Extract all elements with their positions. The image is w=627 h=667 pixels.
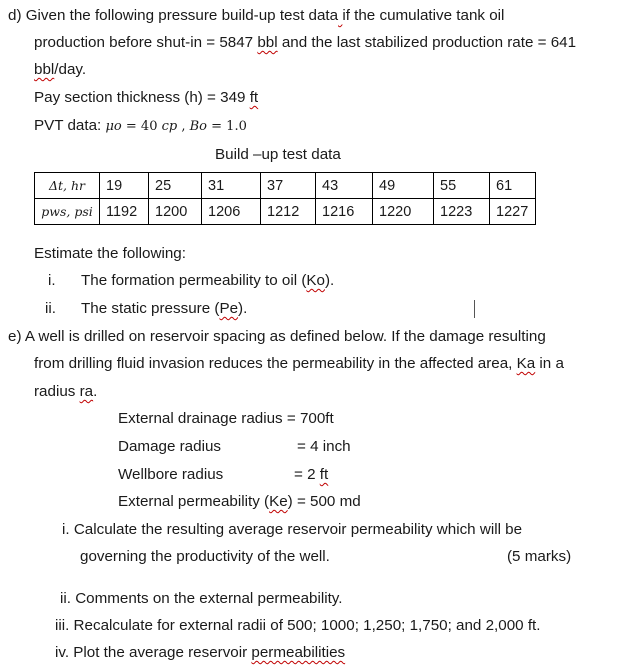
question-iv-text: iv. Plot the average reservoir	[55, 644, 252, 661]
question-iv	[55, 643, 345, 663]
table-cell: 1223	[434, 199, 490, 225]
item-ii	[81, 299, 247, 319]
part-d-line1-end: if the cumulative tank oil	[342, 7, 505, 24]
pay-thickness	[34, 88, 258, 108]
table-cell: 31	[202, 173, 261, 199]
param-wellbore-val: = 2	[294, 466, 320, 483]
item-i-text: The formation permeability to oil (	[81, 272, 307, 289]
pe-word: Pe	[219, 300, 239, 317]
param-damage-value: = 4 inch	[297, 438, 351, 455]
item-i-num: i.	[48, 272, 56, 289]
bbl-word-2: bbl	[34, 61, 55, 78]
row-label-dt: Δt, hr	[35, 173, 100, 199]
part-d-line2-b: and the last stabilized production rate = 641	[277, 34, 577, 51]
part-d-line2	[34, 33, 576, 53]
param-ke-end: ) = 500 md	[287, 493, 361, 510]
part-e-line2-b: in a	[535, 355, 564, 372]
item-ii-text: The static pressure (	[81, 300, 220, 317]
table-title: Build –up test data	[215, 146, 341, 163]
table-cell: 1227	[490, 199, 536, 225]
ke-word: Ke	[269, 493, 288, 510]
item-i-end: ).	[324, 272, 335, 289]
table-cell: 37	[261, 173, 316, 199]
part-e-line1: e) A well is drilled on reservoir spacing as defined below. If the damage resulting	[8, 328, 546, 345]
estimate-heading: Estimate the following:	[34, 245, 186, 262]
table-cell: 1216	[316, 199, 373, 225]
buildup-table	[34, 172, 536, 225]
param-ke-text: External permeability (	[118, 493, 270, 510]
part-d-line1	[8, 6, 504, 26]
pay-thickness-text: Pay section thickness (h) = 349	[34, 89, 250, 106]
param-wellbore-label: Wellbore radius	[118, 466, 224, 483]
param-damage-label: Damage radius	[118, 438, 221, 455]
param-external-perm	[118, 492, 361, 512]
ka-word: Ka	[516, 355, 536, 372]
ft-word: ft	[249, 89, 259, 106]
question-i-line2: governing the productivity of the well.	[80, 548, 330, 565]
bbl-word: bbl	[257, 34, 278, 51]
ko-word: Ko	[306, 272, 325, 289]
param-external-radius: External drainage radius = 700ft	[118, 410, 334, 427]
table-cell: 1206	[202, 199, 261, 225]
text-cursor	[474, 300, 475, 318]
part-e-line2	[34, 354, 564, 374]
table-cell: 55	[434, 173, 490, 199]
ra-word: ra	[79, 383, 94, 400]
part-e-line2-a: from drilling fluid invasion reduces the permeability in the affected area,	[34, 355, 517, 372]
part-d-line3	[34, 60, 86, 80]
table-cell: 19	[100, 173, 149, 199]
table-cell: 25	[149, 173, 202, 199]
row-label-pws: pws, psi	[35, 199, 100, 225]
part-e-line3-b: .	[93, 383, 98, 400]
param-wellbore-value	[294, 465, 328, 485]
marks-label: (5 marks)	[507, 548, 572, 565]
table-cell: 1212	[261, 199, 316, 225]
ft-word-2: ft	[319, 466, 329, 483]
table-cell: 61	[490, 173, 536, 199]
part-d-line2-a: production before shut-in = 5847	[34, 34, 258, 51]
question-iii: iii. Recalculate for external radii of 500; 1000; 1,250; 1,750; and 2,000 ft.	[55, 617, 541, 634]
pvt-label: PVT data:	[34, 117, 106, 134]
table-cell: 1192	[100, 199, 149, 225]
pvt-data	[34, 116, 247, 137]
question-ii: ii. Comments on the external permeability.	[60, 590, 343, 607]
pvt-bo-val: = 1.0	[207, 119, 247, 134]
question-i-line1: i. Calculate the resulting average reservoir permeability which will be	[62, 521, 523, 538]
table-cell: 1220	[373, 199, 434, 225]
pvt-mu-val: = 40	[121, 119, 162, 134]
part-e-line3-a: radius	[34, 383, 80, 400]
table-cell: 49	[373, 173, 434, 199]
part-e-line3	[34, 382, 97, 402]
table-cell: 1200	[149, 199, 202, 225]
item-ii-num: ii.	[45, 300, 56, 317]
table-row	[35, 199, 536, 225]
part-d-line3-b: /day.	[54, 61, 87, 78]
item-ii-end: ).	[238, 300, 248, 317]
pvt-bo: Bo	[189, 119, 208, 134]
table-row	[35, 173, 536, 199]
pvt-cp: cp	[161, 119, 178, 134]
item-i	[81, 271, 334, 291]
permeabilities-word: permeabilities	[251, 644, 346, 661]
table-cell: 43	[316, 173, 373, 199]
pvt-comma: ,	[177, 119, 190, 134]
pvt-mu: μo	[105, 119, 122, 134]
part-d-line1-text: d) Given the following pressure build-up test data	[8, 7, 339, 24]
